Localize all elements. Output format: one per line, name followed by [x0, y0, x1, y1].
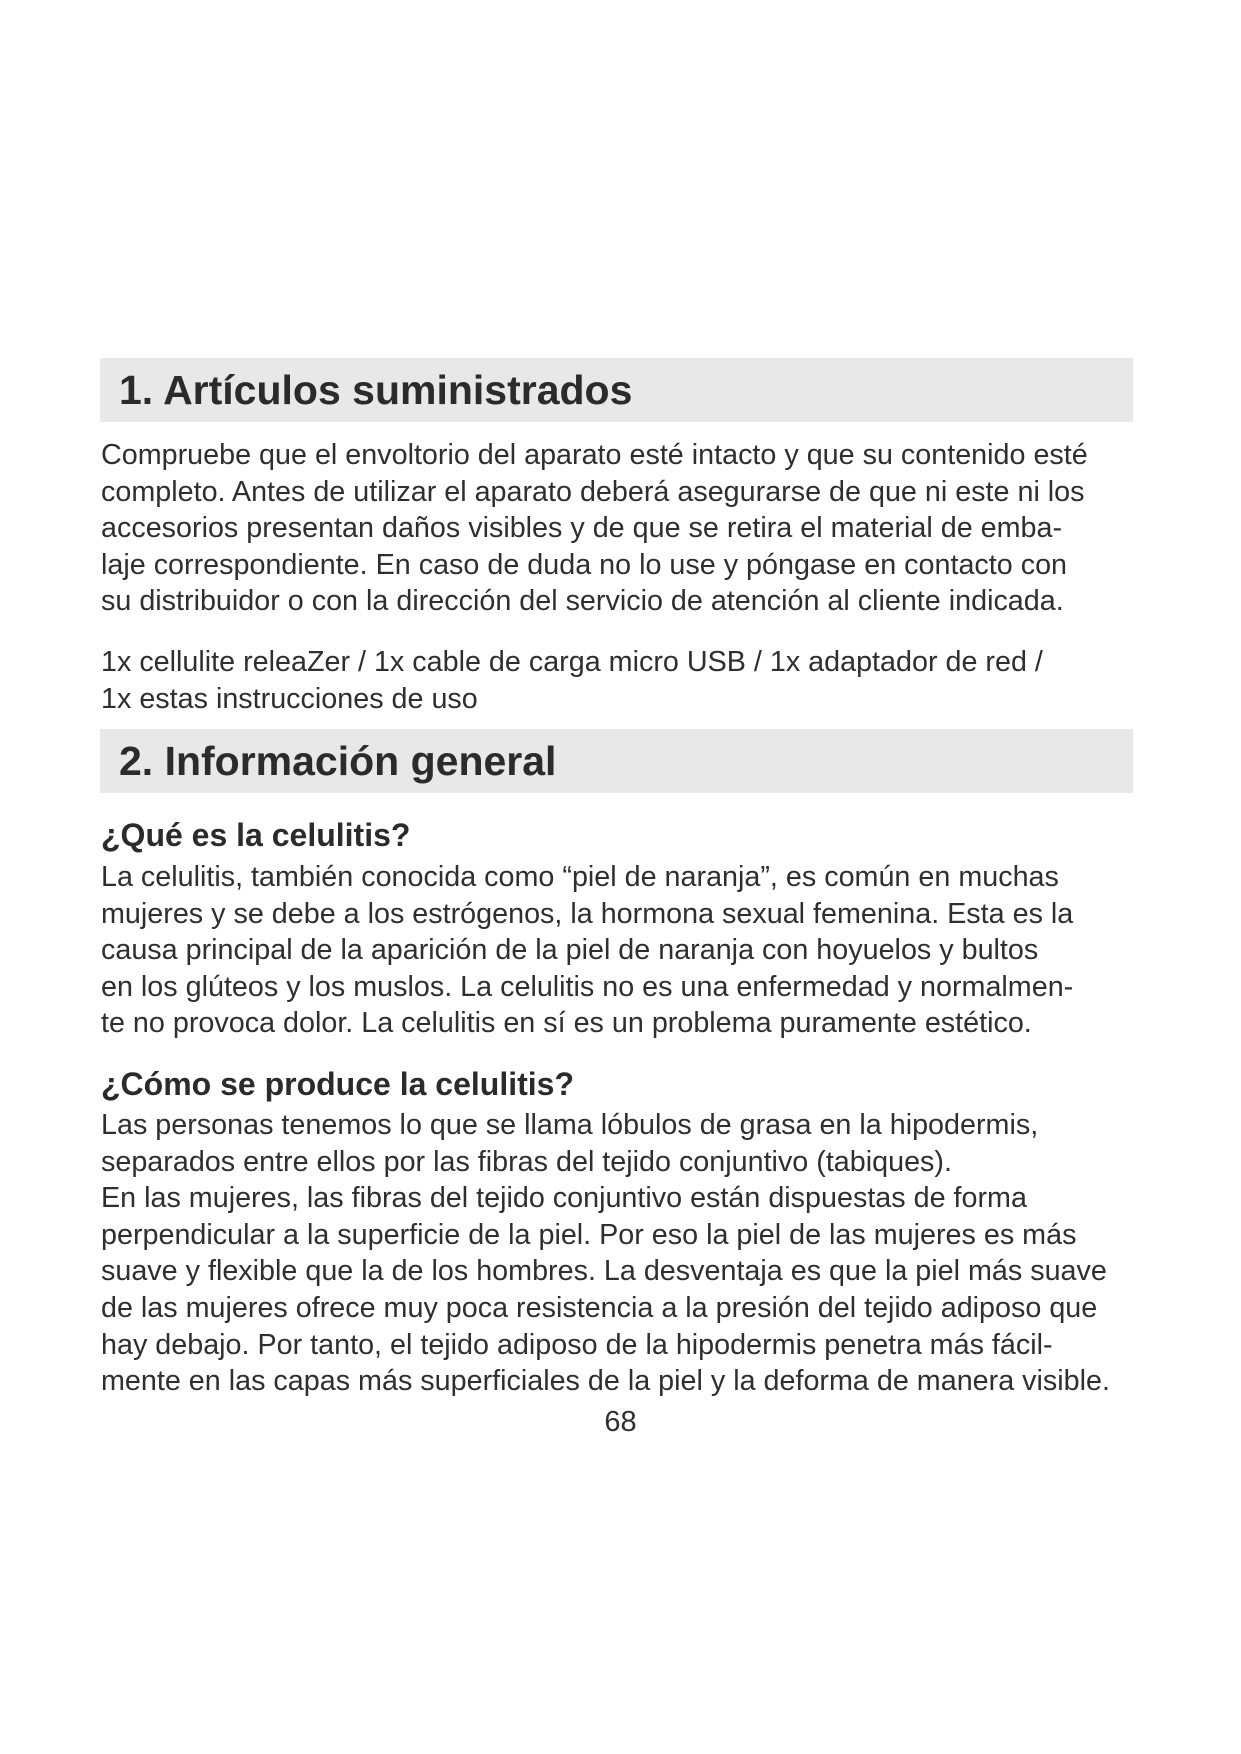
- page-number: 68: [604, 1406, 637, 1438]
- paragraph-line: completo. Antes de utilizar el aparato deberá asegurarse de que ni este ni los: [101, 475, 1085, 508]
- supplied-items-list: [101, 644, 1141, 717]
- question-2-paragraph: [101, 1107, 1141, 1400]
- paragraph-line: Compruebe que el envoltorio del aparato esté intacto y que su contenido esté: [101, 439, 1088, 471]
- question-1-heading: ¿Qué es la celulitis?: [101, 817, 411, 853]
- question-1-paragraph: [101, 859, 1141, 1042]
- paragraph-line: separados entre ellos por las fibras del tejido conjuntivo (tabiques).: [101, 1145, 952, 1178]
- section-1-paragraph: [101, 437, 1141, 620]
- paragraph-line: La celulitis, también conocida como “piel de naranja”, es común en muchas: [101, 861, 1059, 893]
- paragraph-line: suave y flexible que la de los hombres. La desventaja es que la piel más suave: [101, 1255, 1107, 1288]
- section-2-header-bar: [100, 729, 1133, 793]
- question-2-heading: ¿Cómo se produce la celulitis?: [101, 1066, 574, 1102]
- paragraph-line: hay debajo. Por tanto, el tejido adiposo de la hipodermis penetra más fácil-: [101, 1328, 1053, 1361]
- paragraph-line: accesorios presentan daños visibles y de que se retira el material de emba-: [101, 512, 1063, 545]
- paragraph-line: 1x estas instrucciones de uso: [101, 682, 478, 715]
- paragraph-line: En las mujeres, las fibras del tejido conjuntivo están dispuestas de forma: [101, 1182, 1027, 1215]
- paragraph-line: mujeres y se debe a los estrógenos, la hormona sexual femenina. Esta es la: [101, 897, 1074, 930]
- paragraph-line: te no provoca dolor. La celulitis en sí es un problema puramente estético.: [101, 1007, 1032, 1040]
- paragraph-line: laje correspondiente. En caso de duda no lo use y póngase en contacto con: [101, 548, 1068, 581]
- paragraph-line: mente en las capas más superficiales de la piel y la deforma de manera visible.: [101, 1365, 1110, 1398]
- paragraph-line: perpendicular a la superficie de la piel. Por eso la piel de las mujeres es más: [101, 1218, 1077, 1251]
- paragraph-line: 1x cellulite releaZer / 1x cable de carga micro USB / 1x adaptador de red /: [101, 646, 1043, 678]
- paragraph-line: de las mujeres ofrece muy poca resistencia a la presión del tejido adiposo que: [101, 1291, 1098, 1324]
- paragraph-line: en los glúteos y los muslos. La celulitis no es una enfermedad y normalmen-: [101, 970, 1074, 1003]
- paragraph-line: Las personas tenemos lo que se llama lóbulos de grasa en la hipodermis,: [101, 1109, 1039, 1141]
- section-1-title: 1. Artículos suministrados: [119, 367, 633, 413]
- paragraph-line: su distribuidor o con la dirección del servicio de atención al cliente indicada.: [101, 585, 1064, 618]
- section-2-title: 2. Información general: [119, 738, 557, 784]
- paragraph-line: causa principal de la aparición de la piel de naranja con hoyuelos y bultos: [101, 934, 1039, 967]
- section-1-header-bar: [100, 358, 1133, 422]
